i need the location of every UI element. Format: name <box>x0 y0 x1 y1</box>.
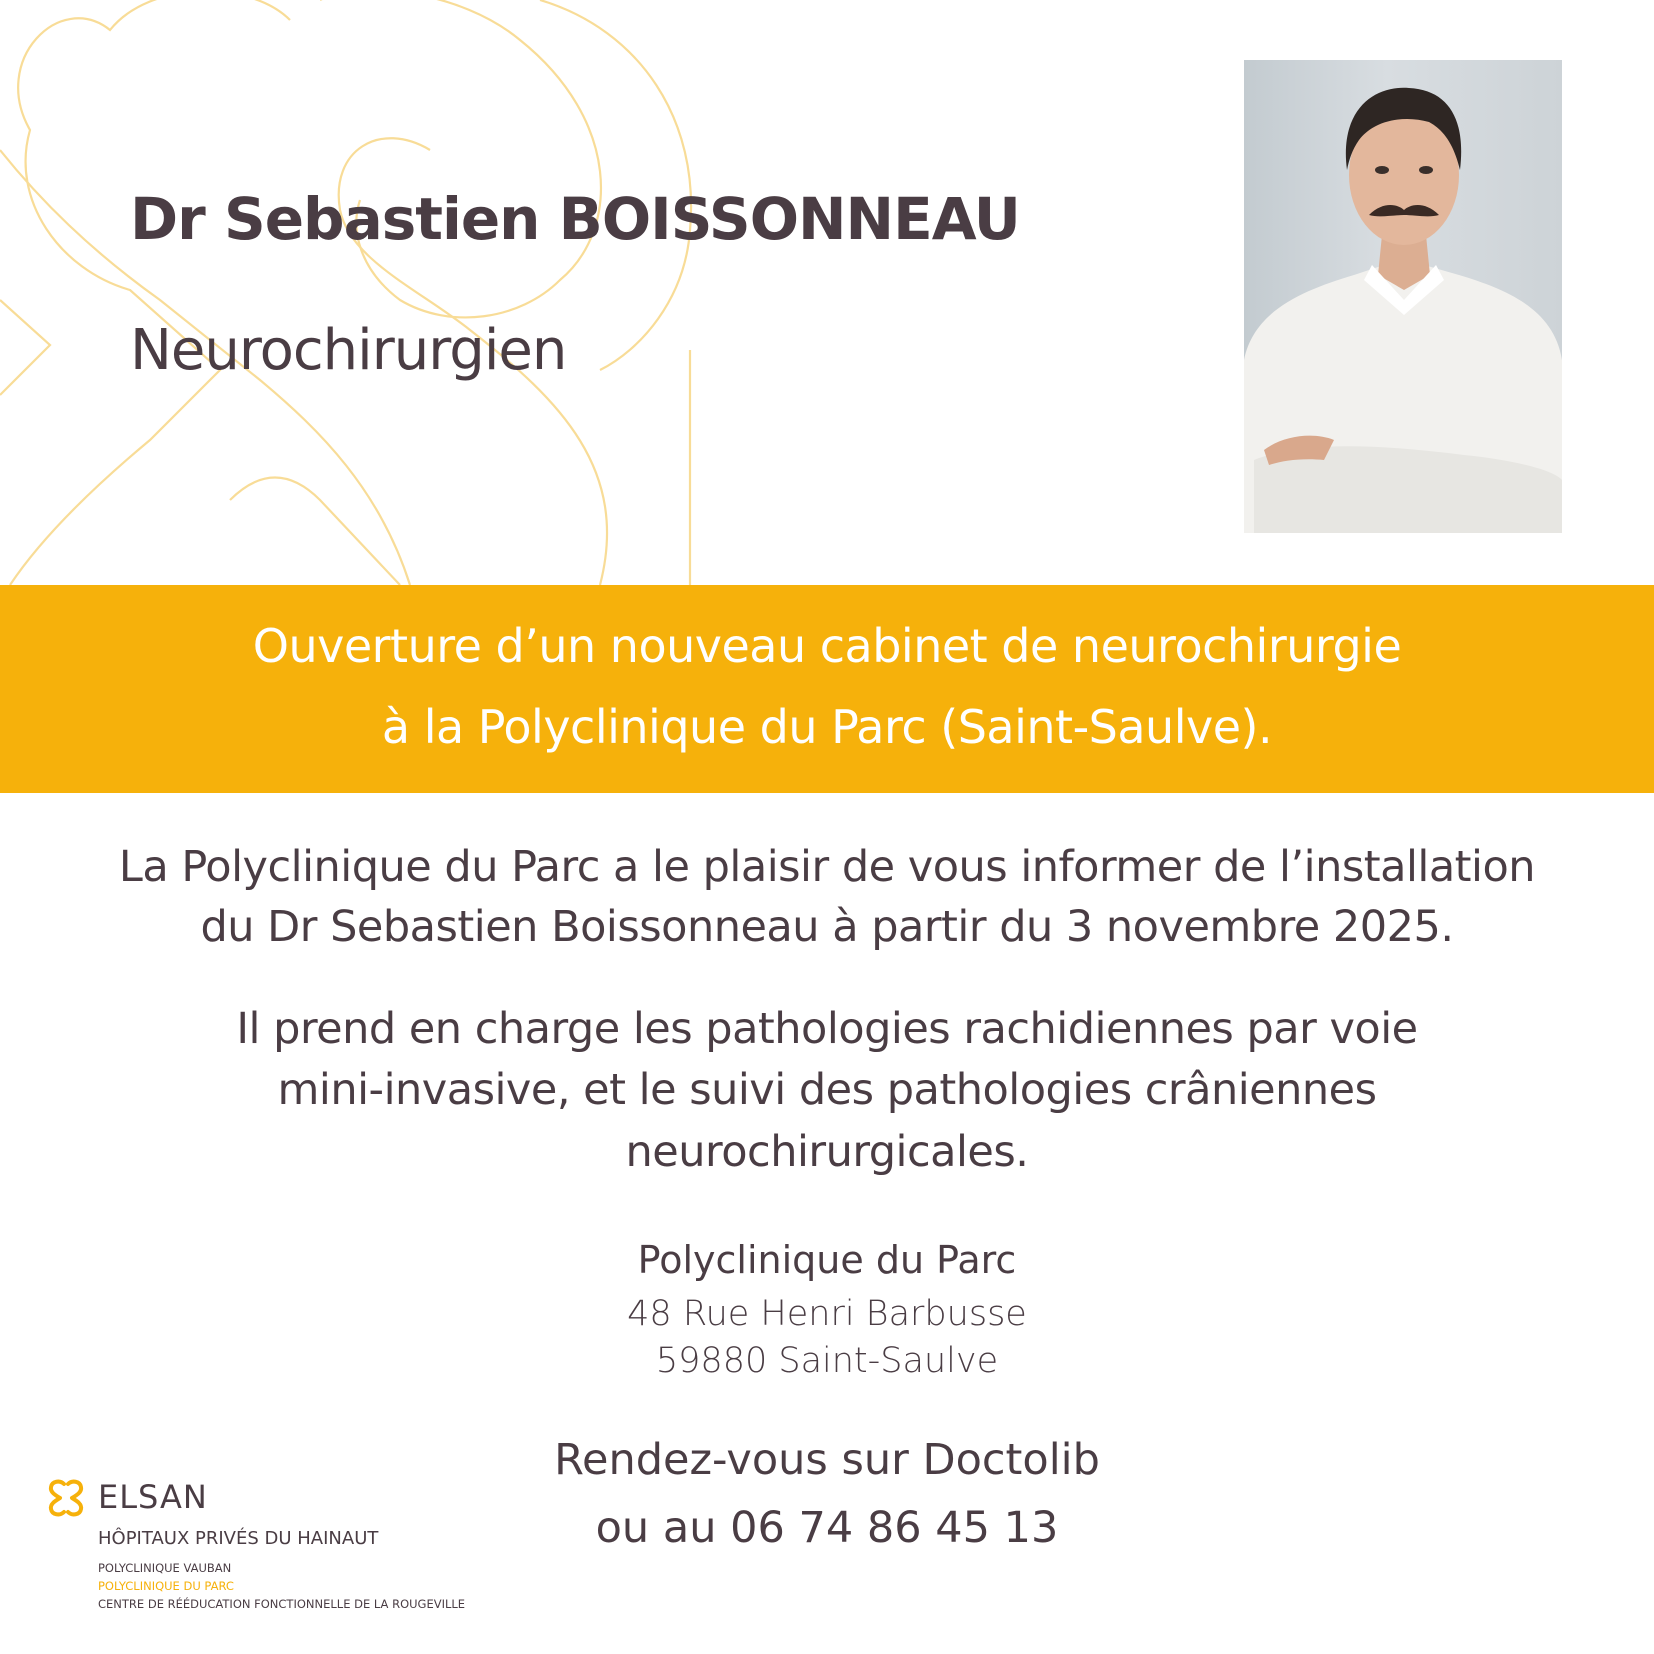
care-line-1: Il prend en charge les pathologies rachidiennes par voie <box>236 1004 1418 1054</box>
address-city: 59880 Saint-Saulve <box>655 1341 999 1381</box>
elsan-site-2: POLYCLINIQUE DU PARC <box>98 1579 234 1593</box>
intro-line-1: La Polyclinique du Parc a le plaisir de vous informer de l’installation <box>118 842 1536 892</box>
doctor-name: Dr Sebastien BOISSONNEAU <box>130 185 1020 253</box>
background-decoration <box>0 0 720 585</box>
address-clinic-name: Polyclinique du Parc <box>637 1238 1017 1282</box>
banner-line-2: à la Polyclinique du Parc (Saint-Saulve). <box>381 700 1273 754</box>
elsan-brand: ELSAN <box>98 1478 208 1516</box>
elsan-logo-icon <box>46 1478 86 1518</box>
intro-line-2: du Dr Sebastien Boissonneau à partir du 3 novembre 2025. <box>200 902 1454 952</box>
doctor-specialty: Neurochirurgien <box>130 318 567 383</box>
elsan-site-3: CENTRE DE RÉÉDUCATION FONCTIONNELLE DE LA ROUGEVILLE <box>98 1597 466 1611</box>
address-street: 48 Rue Henri Barbusse <box>627 1294 1027 1334</box>
appointment-phone: ou au 06 74 86 45 13 <box>595 1503 1059 1553</box>
care-line-3: neurochirurgicales. <box>625 1127 1029 1177</box>
care-line-2: mini-invasive, et le suivi des pathologies crâniennes <box>277 1065 1377 1115</box>
announcement-banner <box>0 585 1654 793</box>
doctor-portrait <box>1244 60 1562 533</box>
appointment-doctolib: Rendez-vous sur Doctolib <box>554 1435 1100 1485</box>
elsan-group-name: HÔPITAUX PRIVÉS DU HAINAUT <box>98 1528 379 1549</box>
banner-line-1: Ouverture d’un nouveau cabinet de neurochirurgie <box>252 619 1402 673</box>
elsan-site-1: POLYCLINIQUE VAUBAN <box>98 1561 232 1575</box>
